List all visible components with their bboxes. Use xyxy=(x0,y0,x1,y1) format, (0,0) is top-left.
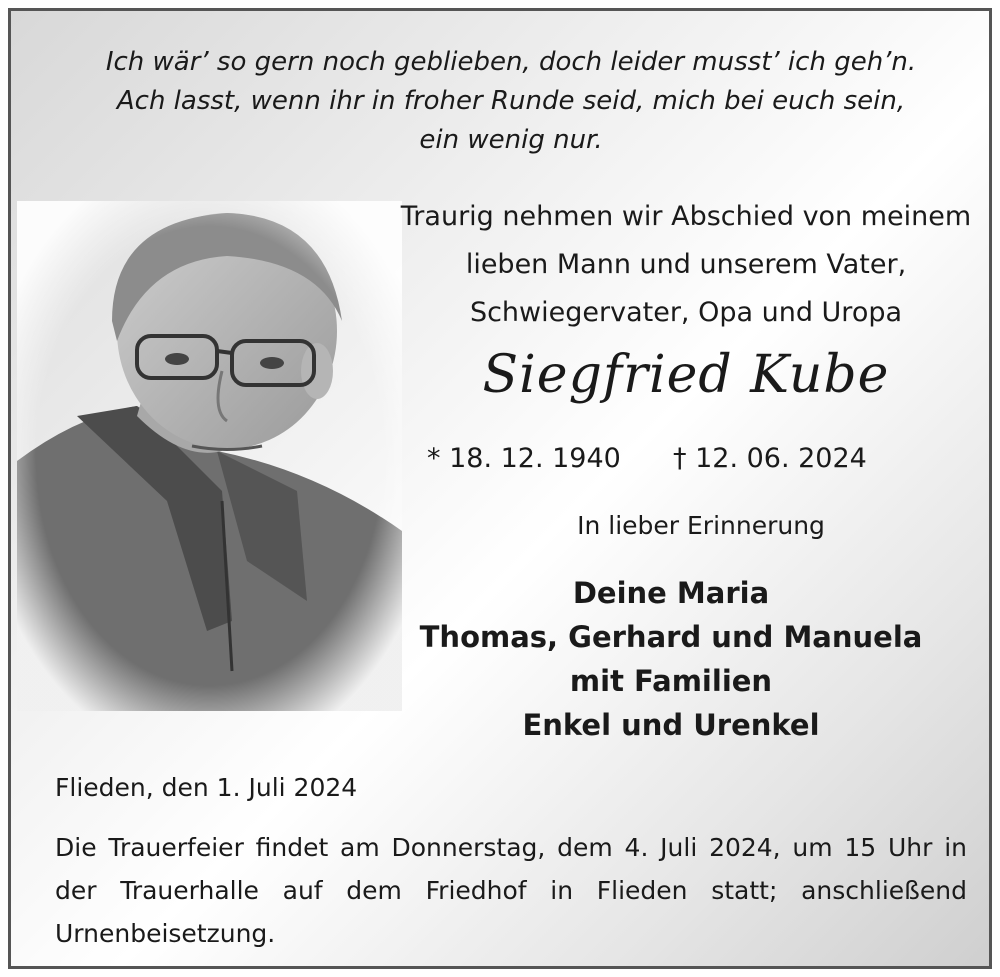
family-line: Thomas, Gerhard und Manuela xyxy=(419,620,923,654)
place-date: Flieden, den 1. Juli 2024 xyxy=(55,773,358,802)
family-line: mit Familien xyxy=(569,664,773,698)
obituary-frame xyxy=(8,8,992,969)
family-line: Enkel und Urenkel xyxy=(522,708,820,742)
poem-line: Ach lasst, wenn ihr in froher Runde seid, mich bei euch sein, xyxy=(116,86,906,116)
birth-date: * 18. 12. 1940 xyxy=(427,443,621,474)
poem xyxy=(11,43,992,160)
family-line: Deine Maria xyxy=(572,576,770,610)
family-names xyxy=(391,571,951,747)
remembrance-line: In lieber Erinnerung xyxy=(577,511,825,540)
intro-line: Schwiegervater, Opa und Uropa xyxy=(469,297,903,328)
poem-line: Ich wär’ so gern noch geblieben, doch leider musst’ ich geh’n. xyxy=(105,47,917,77)
service-info: Die Trauerfeier findet am Donnerstag, dem 4. Juli 2024, um 15 Uhr in der Trauerhalle auf dem Friedhof in Flieden statt; anschließend Urnenbeisetzung. xyxy=(55,833,967,948)
intro-line: lieben Mann und unserem Vater, xyxy=(465,249,907,280)
poem-line: ein wenig nur. xyxy=(419,125,603,155)
death-date: † 12. 06. 2024 xyxy=(673,443,867,474)
deceased-name: Siegfried Kube xyxy=(482,345,890,405)
intro-text xyxy=(341,193,992,337)
intro-line: Traurig nehmen wir Abschied von meinem xyxy=(400,201,972,232)
